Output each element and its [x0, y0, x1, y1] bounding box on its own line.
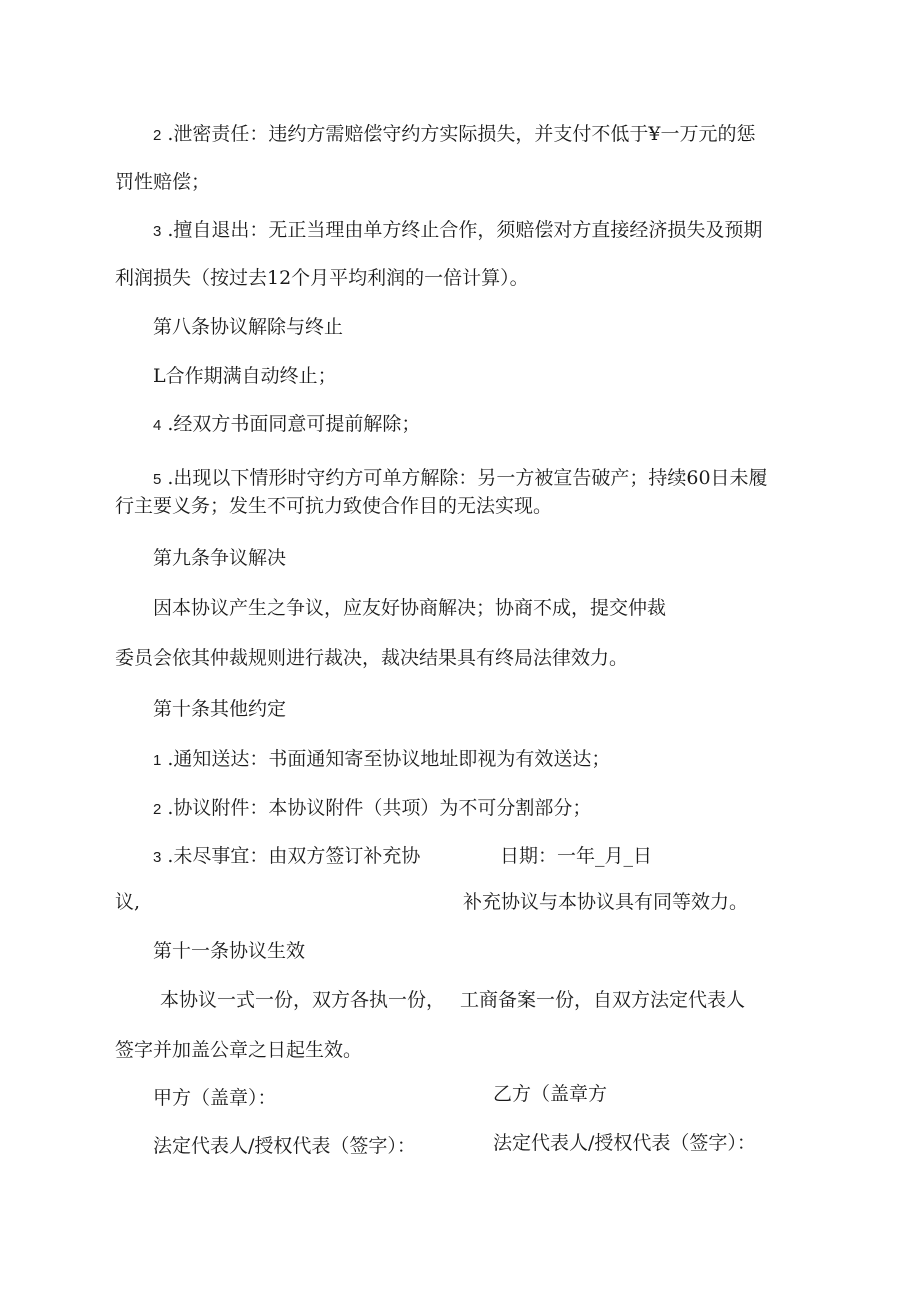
- article-10-heading: [153, 697, 286, 721]
- item-number: 2: [153, 801, 162, 818]
- item-number: 4: [153, 417, 162, 434]
- article-9-body-line-1: [153, 596, 666, 620]
- label-text: 法定代表人/授权代表（签字）：: [153, 1135, 416, 1157]
- clause-text: .通知送达：书面通知寄至协议地址即视为有效送达；: [167, 748, 611, 770]
- date-line: [500, 844, 652, 868]
- clause-text: 工商备案一份，自双方法定代表人: [460, 989, 746, 1011]
- clause-10-2: [153, 796, 591, 822]
- party-a-seal-label: [153, 1086, 277, 1110]
- clause-text: 补充协议与本协议具有同等效力。: [463, 891, 749, 913]
- item-number: 1: [153, 752, 162, 769]
- article-9-heading: [153, 546, 286, 570]
- party-a-signature-label: [153, 1134, 416, 1158]
- clause-text: .出现以下情形时守约方可单方解除：另一方被宣告破产；持续60日未履: [167, 467, 768, 489]
- clause-text: 罚性赔偿；: [115, 171, 211, 193]
- clause-text: L合作期满自动终止；: [153, 365, 337, 387]
- item-number: 3: [153, 849, 162, 866]
- label-text: 乙方（盖章方: [493, 1083, 608, 1105]
- clause-text: 本协议一式一份，双方各执一份，: [160, 989, 446, 1011]
- clause-8-5-line-2: [115, 494, 552, 518]
- clause-text: 委员会依其仲裁规则进行裁决，裁决结果具有终局法律效力。: [115, 647, 629, 669]
- date-text: 日期：一年_月_日: [500, 845, 653, 867]
- item-number: 3: [153, 223, 162, 240]
- clause-10-3-line-1: [153, 844, 420, 870]
- article-11-body-line-1a: [160, 988, 445, 1012]
- heading-text: 第九条争议解决: [153, 547, 287, 569]
- article-11-body-line-2: [115, 1038, 362, 1062]
- clause-text: 因本协议产生之争议，应友好协商解决；协商不成，提交仲裁: [153, 597, 667, 619]
- clause-text: .未尽事宜：由双方签订补充协: [167, 845, 421, 867]
- clause-10-1: [153, 747, 610, 773]
- article-8-heading: [153, 315, 343, 339]
- article-9-body-line-2: [115, 646, 628, 670]
- article-11-body-line-1b: [460, 988, 745, 1012]
- clause-7-2-line-2: [115, 170, 210, 194]
- clause-text: 利润损失（按过去12个月平均利润的一倍计算）。: [115, 267, 529, 289]
- clause-text: 行主要义务；发生不可抗力致使合作目的无法实现。: [115, 495, 553, 517]
- clause-text: .擅自退出：无正当理由单方终止合作，须赔偿对方直接经济损失及预期: [167, 219, 763, 241]
- clause-8-4: [153, 412, 420, 438]
- item-number: 5: [153, 471, 162, 488]
- item-number: 2: [153, 127, 162, 144]
- heading-text: 第十条其他约定: [153, 698, 287, 720]
- clause-text: .泄密责任：违约方需赔偿守约方实际损失，并支付不低于¥一万元的惩: [167, 123, 756, 145]
- article-11-heading: [153, 939, 305, 963]
- clause-8-5-line-1: [153, 466, 768, 492]
- clause-7-3-line-1: [153, 218, 762, 244]
- heading-text: 第十一条协议生效: [153, 940, 306, 962]
- label-text: 法定代表人/授权代表（签字）：: [493, 1132, 756, 1154]
- clause-7-3-line-2: [115, 266, 529, 290]
- clause-text: 签字并加盖公章之日起生效。: [115, 1039, 363, 1061]
- clause-text: 议,: [115, 891, 141, 913]
- party-b-signature-label: [493, 1131, 756, 1155]
- clause-8-1: [153, 364, 337, 388]
- clause-text: .协议附件：本协议附件（共项）为不可分割部分；: [167, 797, 592, 819]
- clause-10-3-line-2-cont: [463, 890, 748, 914]
- party-b-seal-label: [493, 1082, 607, 1106]
- clause-text: .经双方书面同意可提前解除；: [167, 413, 421, 435]
- clause-10-3-line-2: [115, 890, 140, 914]
- heading-text: 第八条协议解除与终止: [153, 316, 344, 338]
- clause-7-2-line-1: [153, 122, 755, 148]
- label-text: 甲方（盖章）：: [153, 1087, 277, 1109]
